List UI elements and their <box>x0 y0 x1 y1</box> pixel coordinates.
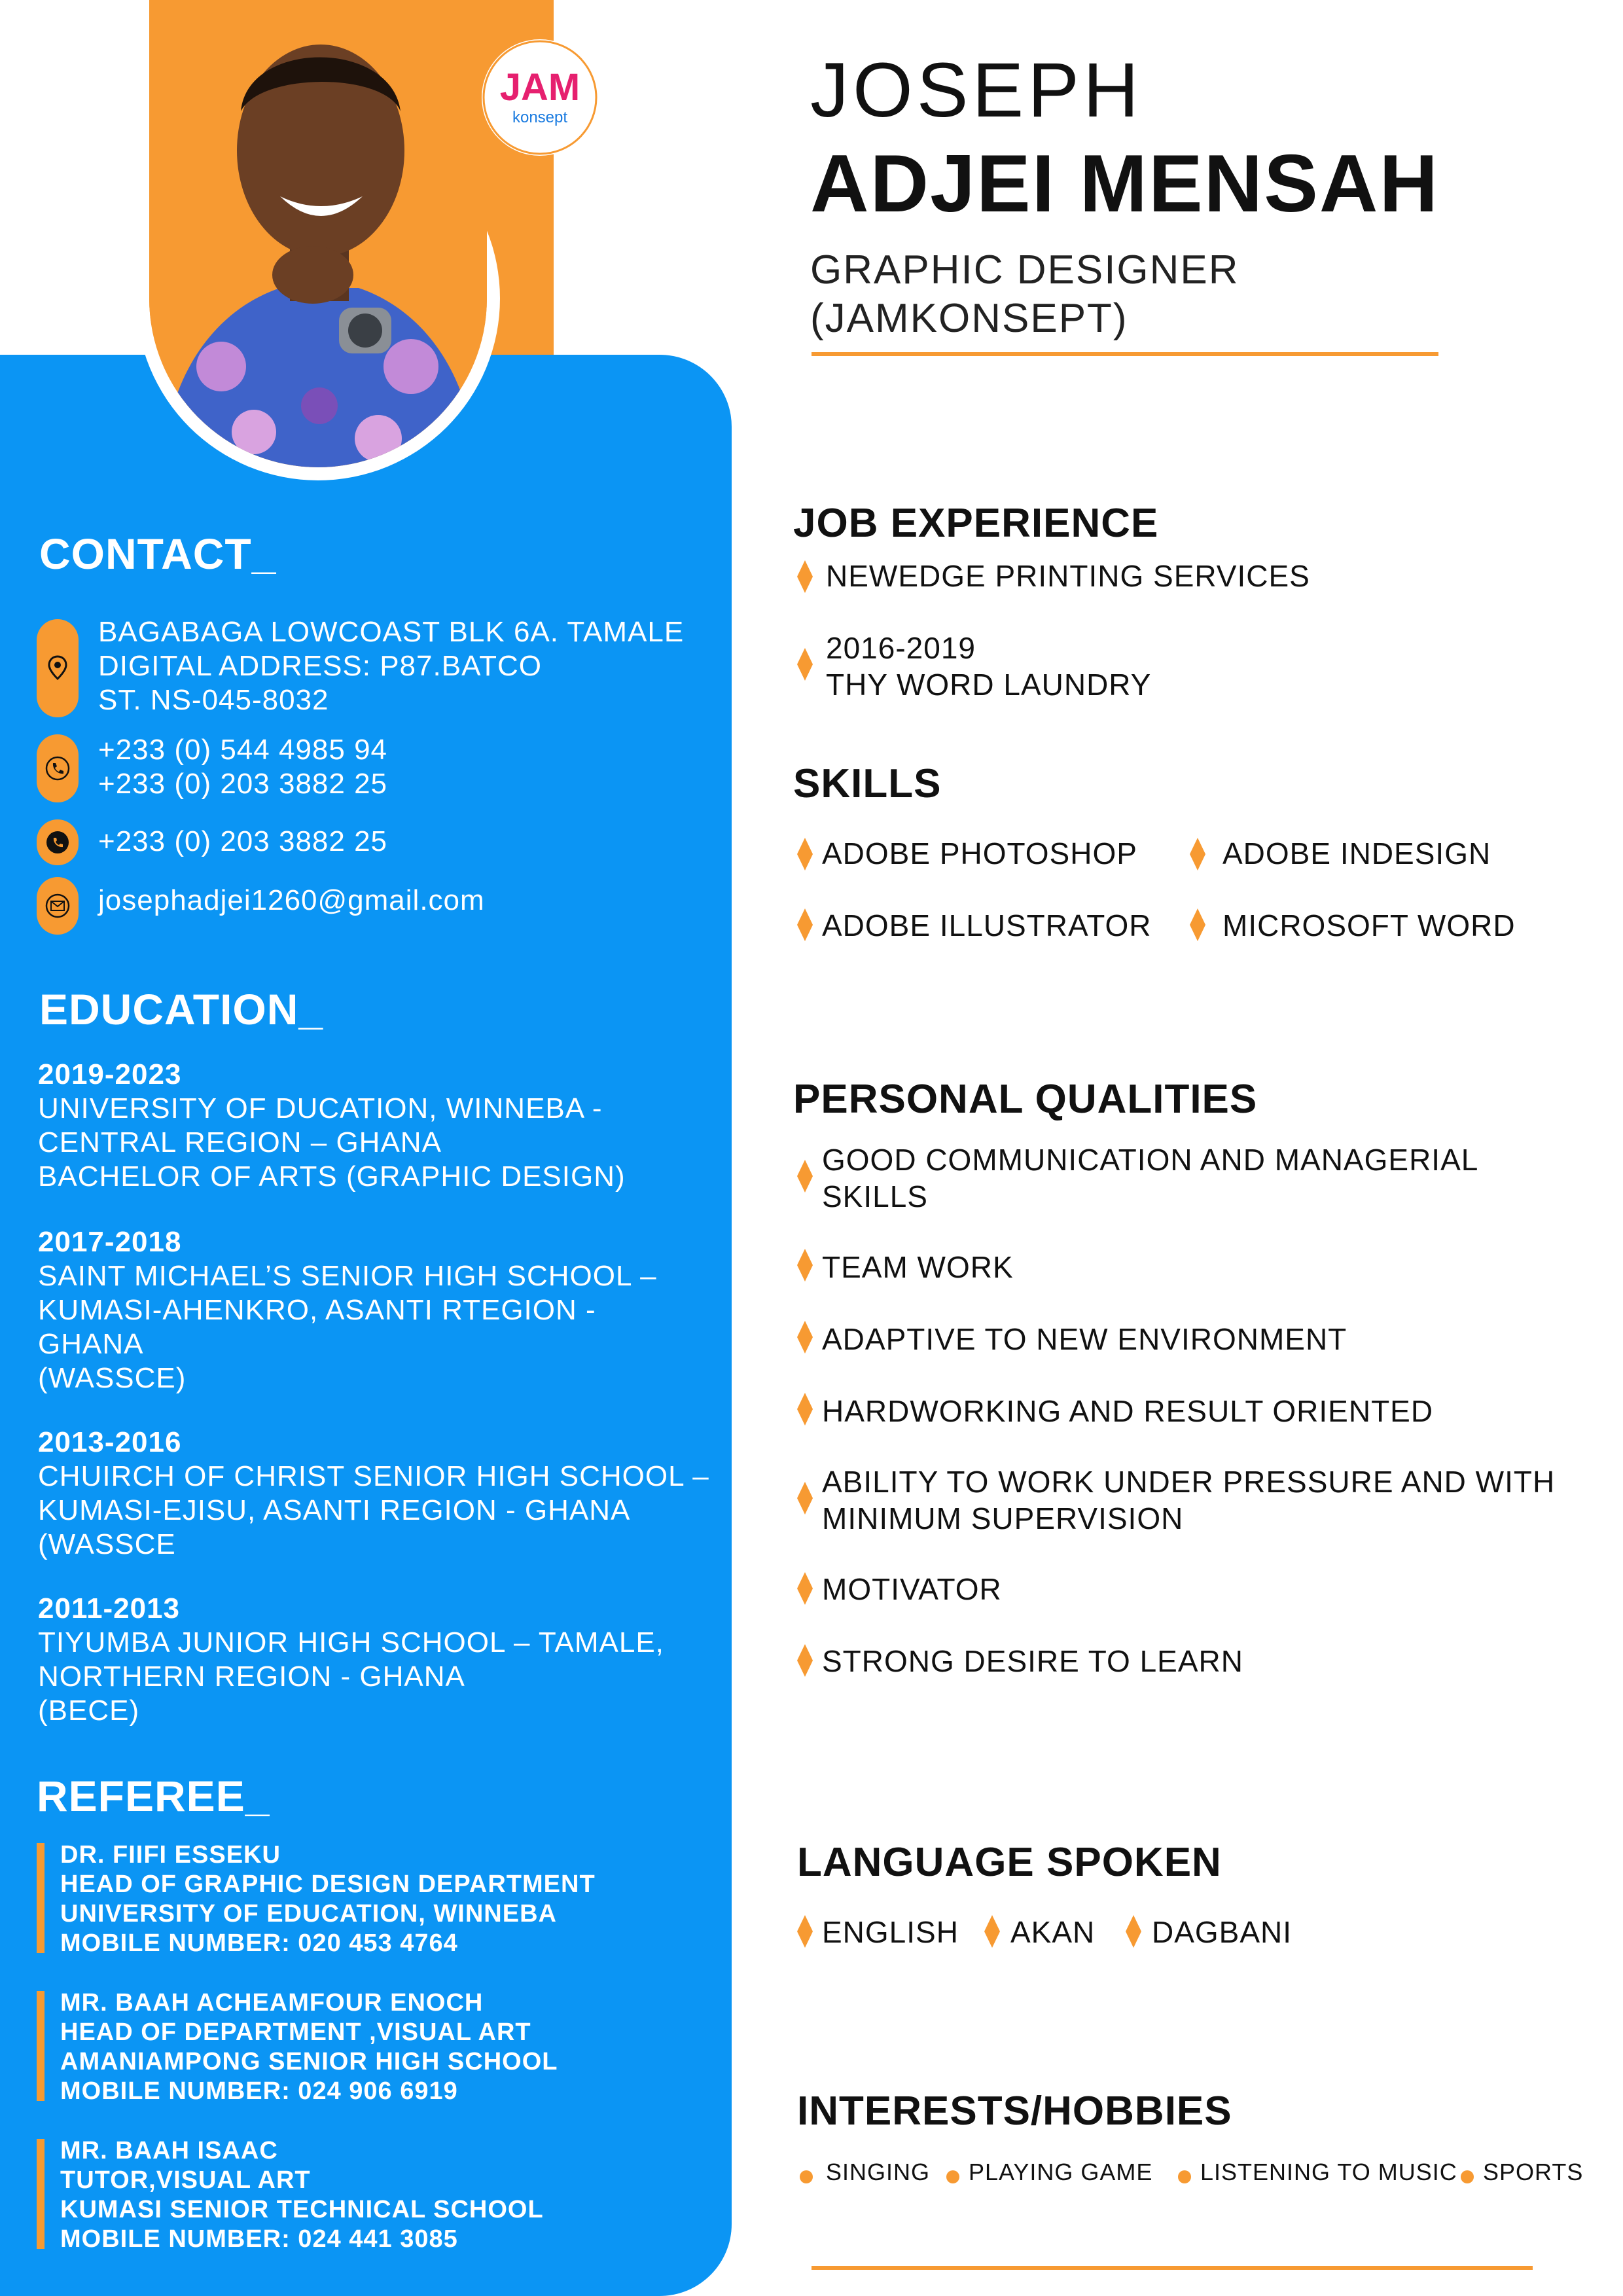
education-entry <box>38 1058 626 1194</box>
diamond-bullet-icon <box>797 1160 813 1193</box>
language-item: ENGLISH <box>822 1915 959 1949</box>
education-line: NORTHERN REGION - GHANA <box>38 1660 465 1693</box>
education-line: (WASSCE <box>38 1528 176 1560</box>
referee-accent-bar <box>37 1843 45 1953</box>
diamond-bullet-icon <box>1126 1915 1141 1948</box>
quality-line: MINIMUM SUPERVISION <box>822 1501 1184 1535</box>
dot-bullet-icon <box>1178 2170 1191 2183</box>
hobby-item: PLAYING GAME <box>969 2159 1153 2185</box>
referee-line: MOBILE NUMBER: 024 906 6919 <box>60 2077 458 2105</box>
education-entry <box>38 1426 709 1562</box>
quality-item: MOTIVATOR <box>822 1572 1002 1606</box>
phone-number[interactable]: +233 (0) 203 3882 25 <box>98 768 388 800</box>
education-entry <box>38 1225 657 1395</box>
skill-item: ADOBE PHOTOSHOP <box>822 836 1137 870</box>
quality-item: STRONG DESIRE TO LEARN <box>822 1644 1243 1678</box>
job-item-line: 2016-2019 <box>826 631 976 665</box>
education-line: (WASSCE) <box>38 1362 187 1394</box>
diamond-bullet-icon <box>797 1644 813 1677</box>
quality-item <box>822 1141 1478 1215</box>
footer-divider <box>812 2266 1533 2270</box>
dot-bullet-icon <box>1461 2170 1474 2183</box>
job-item: NEWEDGE PRINTING SERVICES <box>826 559 1310 593</box>
referee-line: HEAD OF GRAPHIC DESIGN DEPARTMENT <box>60 1871 596 1898</box>
diamond-bullet-icon <box>797 1482 813 1515</box>
contact-whatsapp[interactable]: +233 (0) 203 3882 25 <box>98 825 388 857</box>
logo-text-sub: konsept <box>512 109 568 126</box>
diamond-bullet-icon <box>1190 838 1205 870</box>
hobby-item: LISTENING TO MUSIC <box>1200 2159 1457 2185</box>
referee-line: MOBILE NUMBER: 024 441 3085 <box>60 2225 458 2253</box>
referee-line: HEAD OF DEPARTMENT ,VISUAL ART <box>60 2018 531 2046</box>
education-line: CENTRAL REGION – GHANA <box>38 1126 442 1158</box>
referee-line: MR. BAAH ISAAC <box>60 2137 278 2164</box>
diamond-bullet-icon <box>984 1915 1000 1948</box>
address-line: ST. NS-045-8032 <box>98 684 329 716</box>
quality-item <box>822 1463 1555 1537</box>
referee-accent-bar <box>37 1991 45 2101</box>
referee-line: TUTOR,VISUAL ART <box>60 2166 311 2194</box>
skill-item: ADOBE ILLUSTRATOR <box>822 908 1152 942</box>
referee-accent-bar <box>37 2139 45 2249</box>
hobbies-heading: INTERESTS/HOBBIES <box>797 2089 1232 2134</box>
hobby-item: SPORTS <box>1483 2159 1584 2185</box>
diamond-bullet-icon <box>797 1915 813 1948</box>
contact-phones <box>98 733 387 801</box>
quality-line: ABILITY TO WORK UNDER PRESSURE AND WITH <box>822 1465 1556 1499</box>
skill-item: ADOBE INDESIGN <box>1222 836 1491 870</box>
location-pin-icon <box>37 619 79 717</box>
referee-line: KUMASI SENIOR TECHNICAL SCHOOL <box>60 2196 544 2223</box>
education-heading: EDUCATION_ <box>39 985 324 1033</box>
contact-heading: CONTACT_ <box>39 529 277 578</box>
first-name: JOSEPH <box>810 47 1143 134</box>
education-line: KUMASI-EJISU, ASANTI REGION - GHANA <box>38 1494 631 1526</box>
diamond-bullet-icon <box>797 1393 813 1426</box>
referee-entry <box>60 2136 544 2254</box>
job-item <box>826 630 1151 703</box>
referee-entry <box>60 1988 558 2106</box>
skills-heading: SKILLS <box>793 761 942 806</box>
education-line: SAINT MICHAEL’S SENIOR HIGH SCHOOL – <box>38 1260 657 1292</box>
last-name: ADJEI MENSAH <box>810 139 1440 229</box>
phone-icon <box>37 734 79 802</box>
referee-line: AMANIAMPONG SENIOR HIGH SCHOOL <box>60 2048 558 2075</box>
email-icon <box>37 877 79 935</box>
contact-email[interactable]: josephadjei1260@gmail.com <box>98 884 485 916</box>
diamond-bullet-icon <box>797 648 813 681</box>
referee-heading: REFEREE_ <box>37 1772 270 1820</box>
job-experience-heading: JOB EXPERIENCE <box>793 501 1159 546</box>
personal-qualities-heading: PERSONAL QUALITIES <box>793 1077 1258 1122</box>
referee-line: MOBILE NUMBER: 020 453 4764 <box>60 1929 458 1957</box>
education-years: 2017-2018 <box>38 1226 182 1258</box>
referee-line: DR. FIIFI ESSEKU <box>60 1841 281 1869</box>
education-years: 2011-2013 <box>38 1592 180 1624</box>
person-illustration <box>149 0 487 467</box>
skill-item: MICROSOFT WORD <box>1222 908 1516 942</box>
job-item-line: THY WORD LAUNDRY <box>826 668 1152 702</box>
education-line: KUMASI-AHENKRO, ASANTI RTEGION - <box>38 1294 596 1326</box>
referee-line: MR. BAAH ACHEAMFOUR ENOCH <box>60 1989 484 2017</box>
diamond-bullet-icon <box>797 1321 813 1354</box>
dot-bullet-icon <box>800 2170 813 2183</box>
quality-line: SKILLS <box>822 1179 928 1213</box>
phone-number[interactable]: +233 (0) 544 4985 94 <box>98 734 388 766</box>
education-line: (BECE) <box>38 1695 140 1727</box>
whatsapp-icon <box>37 819 79 865</box>
logo-text-main: JAM <box>499 66 580 109</box>
education-years: 2019-2023 <box>38 1058 182 1090</box>
education-line: BACHELOR OF ARTS (GRAPHIC DESIGN) <box>38 1160 626 1193</box>
address-line: DIGITAL ADDRESS: P87.BATCO <box>98 650 543 682</box>
hobby-item: SINGING <box>826 2159 931 2185</box>
job-title-line: GRAPHIC DESIGNER <box>810 247 1240 293</box>
contact-address <box>98 615 684 717</box>
language-item: DAGBANI <box>1152 1915 1293 1949</box>
title-divider <box>812 352 1438 356</box>
education-line: CHUIRCH OF CHRIST SENIOR HIGH SCHOOL – <box>38 1460 709 1492</box>
job-title <box>810 246 1399 343</box>
dot-bullet-icon <box>946 2170 959 2183</box>
address-line: BAGABAGA LOWCOAST BLK 6A. TAMALE <box>98 616 685 648</box>
education-years: 2013-2016 <box>38 1426 182 1458</box>
diamond-bullet-icon <box>797 908 813 941</box>
brand-logo <box>482 39 598 156</box>
diamond-bullet-icon <box>1190 908 1205 941</box>
profile-photo <box>149 0 487 467</box>
diamond-bullet-icon <box>797 560 813 593</box>
quality-item: HARDWORKING AND RESULT ORIENTED <box>822 1394 1434 1428</box>
language-item: AKAN <box>1010 1915 1096 1949</box>
quality-item: TEAM WORK <box>822 1250 1014 1284</box>
diamond-bullet-icon <box>797 1572 813 1605</box>
language-heading: LANGUAGE SPOKEN <box>797 1840 1222 1885</box>
job-title-line: (JAMKONSEPT) <box>810 296 1128 341</box>
referee-entry <box>60 1840 596 1958</box>
diamond-bullet-icon <box>797 1249 813 1282</box>
quality-line: GOOD COMMUNICATION AND MANAGERIAL <box>822 1143 1479 1177</box>
education-line: GHANA <box>38 1328 144 1360</box>
education-line: UNIVERSITY OF DUCATION, WINNEBA - <box>38 1092 603 1124</box>
diamond-bullet-icon <box>797 838 813 870</box>
referee-line: UNIVERSITY OF EDUCATION, WINNEBA <box>60 1900 557 1928</box>
education-entry <box>38 1592 664 1728</box>
quality-item: ADAPTIVE TO NEW ENVIRONMENT <box>822 1322 1347 1356</box>
education-line: TIYUMBA JUNIOR HIGH SCHOOL – TAMALE, <box>38 1626 664 1659</box>
